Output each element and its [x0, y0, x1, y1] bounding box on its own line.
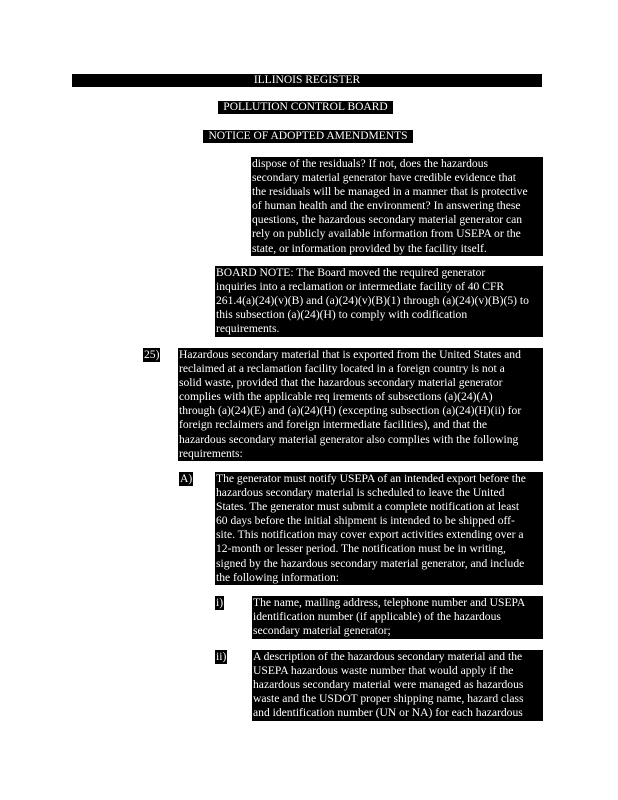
item-a-line: hazardous secondary material is scheduled to leave the United	[216, 486, 505, 500]
item-i-line: The name, mailing address, telephone number and USEPA	[253, 596, 526, 609]
agency-text: POLLUTION CONTROL BOARD	[223, 101, 388, 113]
item-a-label: A)	[180, 472, 193, 485]
board-note-line: this subsection (a)(24)(H) to comply with codification	[216, 308, 468, 322]
item-i-line: secondary material generator;	[253, 624, 391, 638]
item-25-line: solid waste, provided that the hazardous secondary material generator	[179, 376, 503, 390]
item-ii-line: hazardous secondary material were managed as hazardous	[253, 678, 524, 692]
board-note	[215, 266, 543, 337]
paragraph-line: dispose of the residuals? If not, does the hazardous	[252, 157, 488, 170]
item-25-line: complies with the applicable req irements of subsections (a)(24)(A)	[179, 390, 493, 404]
board-note-line: 261.4(a)(24)(v)(B) and (a)(24)(v)(B)(1) through (a)(24)(v)(B)(5) to	[216, 294, 529, 308]
item-i-label: i)	[216, 596, 224, 609]
item-ii-line: USEPA hazardous waste number that would apply if the	[253, 664, 514, 678]
board-note-line: requirements.	[216, 322, 280, 336]
paragraph-line: state, or information provided by the facility itself.	[252, 241, 487, 255]
item-a-line: The generator must notify USEPA of an intended export before the	[216, 472, 526, 485]
item-ii-line: waste and the USDOT proper shipping name, hazard class	[253, 692, 524, 706]
item-ii-line: A description of the hazardous secondary material and the	[253, 650, 523, 663]
item-a-line: site. This notification may cover export activities extending over a	[216, 528, 524, 542]
item-25-line: reclaimed at a reclamation facility located in a foreign country is not a	[179, 362, 505, 376]
paragraph-line: the residuals will be managed in a manner that is protective	[252, 185, 528, 199]
item-25-label: 25)	[144, 348, 160, 361]
paragraph-line: of human health and the environment? In answering these	[252, 199, 521, 213]
notice-title	[203, 130, 413, 143]
item-25-line: hazardous secondary material generator also complies with the following	[179, 432, 519, 446]
item-25-line: Hazardous secondary material that is exported from the United States and	[179, 348, 521, 361]
item-25-line: requirements:	[179, 446, 243, 460]
item-25-line: foreign reclaimers and foreign intermediate facilities), and that the	[179, 418, 488, 432]
item-ii-line: and identification number (UN or NA) for each hazardous	[253, 706, 523, 720]
item-25-line: through (a)(24)(E) and (a)(24)(H) (excepting subsection (a)(24)(H)(ii) for	[179, 404, 522, 418]
item-a-paragraph	[215, 472, 543, 585]
agency-title	[218, 101, 393, 114]
item-25-paragraph	[178, 348, 543, 461]
item-a-line: States. The generator must submit a complete notification at least	[216, 500, 520, 514]
register-title: ILLINOIS REGISTER	[253, 74, 361, 86]
register-title-bar	[72, 74, 542, 87]
item-i-paragraph	[252, 596, 543, 639]
paragraph-line: questions, the hazardous secondary material generator can	[252, 213, 523, 227]
notice-text: NOTICE OF ADOPTED AMENDMENTS	[208, 130, 408, 142]
item-a-line: signed by the hazardous secondary material generator, and include	[216, 556, 525, 570]
paragraph-line: rely on publicly available information from USEPA or the	[252, 227, 521, 241]
item-i-line: identification number (if applicable) of the hazardous	[253, 610, 501, 624]
item-a-line: 60 days before the initial shipment is intended to be shipped off-	[216, 514, 515, 528]
item-a-line: the following information:	[216, 570, 340, 584]
continued-paragraph	[251, 157, 543, 256]
paragraph-line: secondary material generator have credible evidence that	[252, 171, 516, 185]
item-ii-label: ii)	[216, 650, 227, 663]
board-note-line: inquiries into a reclamation or intermediate facility of 40 CFR	[216, 280, 505, 294]
board-note-line: BOARD NOTE: The Board moved the required generator	[216, 266, 486, 279]
item-ii-paragraph	[252, 650, 543, 721]
item-a-line: 12-month or lesser period. The notification must be in writing,	[216, 542, 506, 556]
